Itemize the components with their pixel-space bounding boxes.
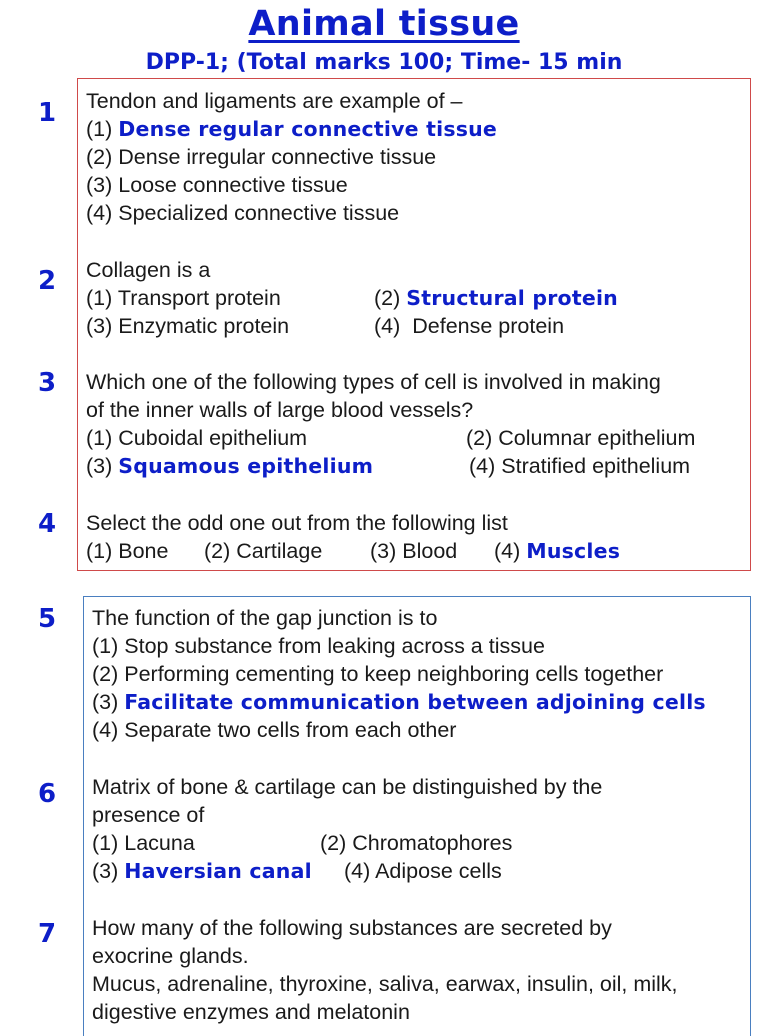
option-label: (4): [86, 201, 119, 225]
option-text: Chromatophores: [352, 831, 513, 855]
option: [86, 143, 436, 171]
option: [92, 660, 663, 688]
question-text: How many of the following substances are secreted by: [92, 916, 612, 940]
option-label: (3): [86, 454, 119, 478]
question-number: 4: [38, 509, 57, 539]
option: [86, 199, 399, 227]
page-title: Animal tissue: [248, 4, 520, 44]
option-label: (2): [86, 145, 119, 169]
option: [86, 115, 497, 143]
option-label: (4): [344, 859, 376, 883]
option: [92, 632, 545, 660]
question-number: 1: [38, 98, 57, 128]
question-number: 2: [38, 266, 57, 296]
option: [374, 284, 618, 312]
option: [466, 424, 695, 452]
option-text: Stratified epithelium: [501, 454, 691, 478]
option: [86, 424, 307, 452]
question-text: Tendon and ligaments are example of –: [86, 89, 463, 113]
option-text: Defense protein: [412, 314, 565, 338]
question-text: Which one of the following types of cell is involved in making: [86, 370, 661, 394]
option: [86, 452, 373, 480]
option: [370, 537, 457, 565]
option-label: (3): [92, 690, 125, 714]
option-text: Cartilage: [236, 539, 323, 563]
question-number: 3: [38, 368, 57, 398]
question-number: 6: [38, 779, 57, 809]
option-text: Columnar epithelium: [498, 426, 696, 450]
option: [204, 537, 322, 565]
question-text: Mucus, adrenaline, thyroxine, saliva, earwax, insulin, oil, milk,: [92, 972, 678, 996]
question-text: of the inner walls of large blood vessels?: [86, 398, 474, 422]
correct-answer: Dense regular connective tissue: [118, 117, 498, 141]
question-text: Collagen is a: [86, 258, 211, 282]
option-label: (2): [374, 286, 407, 310]
option-label: (3): [86, 173, 119, 197]
correct-answer: Facilitate communication between adjoining cells: [124, 690, 706, 714]
option-text: Lacuna: [124, 831, 195, 855]
option-text: Blood: [402, 539, 458, 563]
question-text: The function of the gap junction is to: [92, 606, 438, 630]
option-label: (2): [466, 426, 499, 450]
option: [92, 829, 195, 857]
option-label: (1): [86, 426, 119, 450]
option-text: Transport protein: [117, 286, 281, 310]
option: [86, 537, 168, 565]
option: [86, 312, 289, 340]
option-label: (1): [86, 117, 119, 141]
option-text: Specialized connective tissue: [118, 201, 400, 225]
option-label: (1): [92, 634, 125, 658]
correct-answer: Muscles: [526, 539, 621, 563]
option-label: (2): [204, 539, 237, 563]
page-subtitle: DPP-1; (Total marks 100; Time- 15 min: [145, 50, 623, 75]
option-label: (3): [86, 314, 119, 338]
option: [374, 312, 564, 340]
option-text: Cuboidal epithelium: [118, 426, 308, 450]
option-text: Performing cementing to keep neighboring cells together: [124, 662, 664, 686]
option-label: (3): [92, 859, 125, 883]
option-text: Loose connective tissue: [118, 173, 348, 197]
option-label: (2): [92, 662, 125, 686]
option-label: (4): [469, 454, 502, 478]
option: [344, 857, 502, 885]
option-label: (1): [92, 831, 125, 855]
option: [92, 716, 456, 744]
option-label: (4): [92, 718, 125, 742]
question-text: exocrine glands.: [92, 944, 249, 968]
option: [469, 452, 690, 480]
option: [92, 688, 706, 716]
option: [86, 171, 348, 199]
question-text: Select the odd one out from the following list: [86, 511, 508, 535]
question-text: presence of: [92, 803, 205, 827]
option-text: Bone: [118, 539, 169, 563]
option-text: Stop substance from leaking across a tissue: [124, 634, 545, 658]
correct-answer: Structural protein: [406, 286, 618, 310]
question-text: Matrix of bone & cartilage can be distinguished by the: [92, 775, 603, 799]
option-label: (1): [86, 539, 119, 563]
option-label: (1): [86, 286, 118, 310]
option-text: Adipose cells: [375, 859, 502, 883]
option: [92, 857, 312, 885]
option: [494, 537, 620, 565]
option-label: (4): [374, 314, 413, 338]
correct-answer: Squamous epithelium: [118, 454, 374, 478]
option-text: Dense irregular connective tissue: [118, 145, 437, 169]
question-number: 5: [38, 604, 57, 634]
question-number: 7: [38, 919, 57, 949]
option-text: Separate two cells from each other: [124, 718, 457, 742]
correct-answer: Haversian canal: [124, 859, 312, 883]
option-label: (4): [494, 539, 527, 563]
option-text: Enzymatic protein: [118, 314, 290, 338]
option-label: (2): [320, 831, 353, 855]
question-text: digestive enzymes and melatonin: [92, 1000, 410, 1024]
option: [320, 829, 512, 857]
option-label: (3): [370, 539, 403, 563]
option: [86, 284, 281, 312]
